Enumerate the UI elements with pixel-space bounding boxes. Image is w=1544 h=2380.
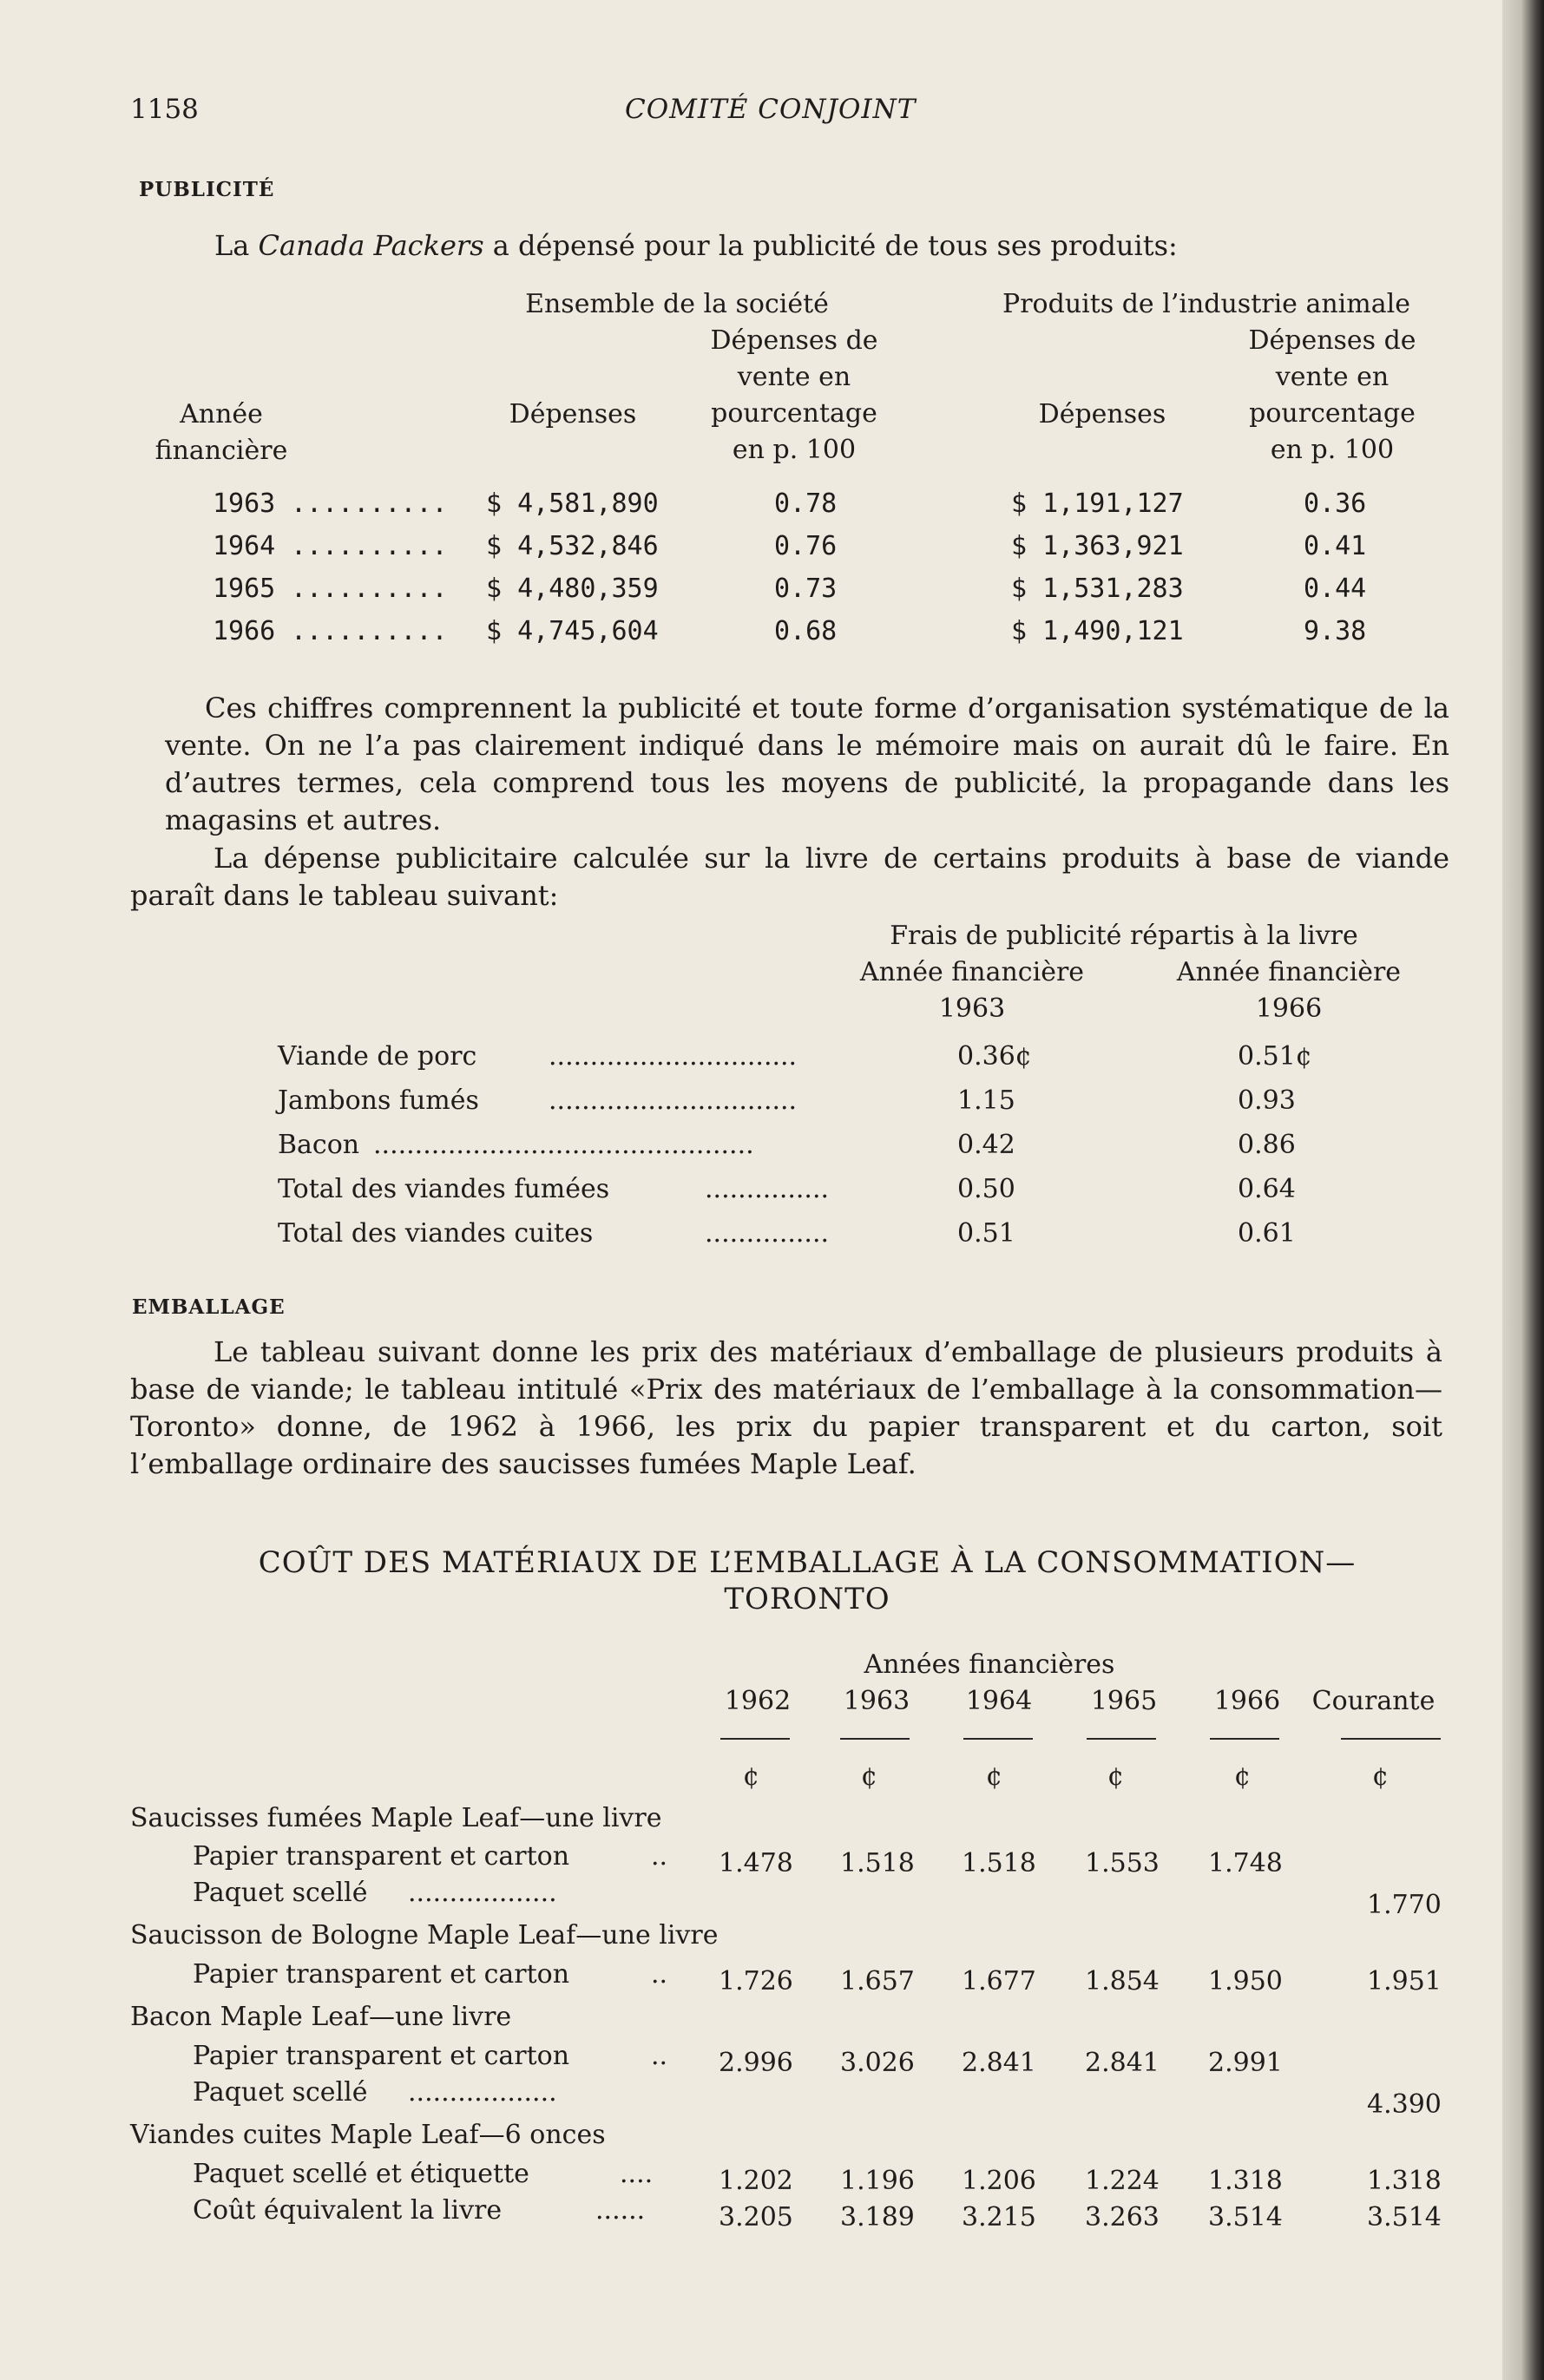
- table1-col-pct-1: [686, 323, 903, 469]
- cost-group-label: Saucisses fumées Maple Leaf—une livre: [130, 1803, 662, 1833]
- row-leader: ..................: [408, 1878, 557, 1908]
- unit-cent: ¢: [986, 1761, 1003, 1792]
- row-label: Viande de porc: [278, 1041, 477, 1072]
- value-courante: 1.318: [1367, 2166, 1442, 2196]
- row-value-1966: 0.86: [1238, 1130, 1296, 1160]
- column-rule: [840, 1738, 910, 1740]
- row-leader: ..............................: [549, 1085, 798, 1116]
- cost-span-header: Années financières: [864, 1649, 1115, 1680]
- row-label: Paquet scellé: [193, 1878, 368, 1908]
- row-value-1966: 0.93: [1238, 1085, 1296, 1116]
- row-value-1963: 0.36¢: [957, 1041, 1032, 1072]
- running-title: COMITÉ CONJOINT: [625, 94, 917, 125]
- table1-group-header-industrie: Produits de l’industrie animale: [1002, 289, 1410, 319]
- unit-cent: ¢: [1107, 1761, 1125, 1792]
- publicite-paragraph-2: La dépense publicitaire calculée sur la livre de certains produits à base de viande paraît dans le tableau suivant:: [130, 842, 1449, 912]
- unit-cent: ¢: [743, 1761, 760, 1792]
- value-1966: 1.318: [1208, 2166, 1283, 2196]
- table1-group-header-societe: Ensemble de la société: [525, 289, 829, 319]
- table2-col-1966: [1137, 954, 1441, 1027]
- col-pct-line4: en p. 100: [732, 435, 857, 465]
- value-1964: 3.215: [962, 2202, 1036, 2232]
- intro-text: La: [214, 229, 259, 262]
- section-heading-emballage: EMBALLAGE: [132, 1295, 286, 1319]
- row-label: Bacon: [278, 1130, 360, 1160]
- row-year: 1965: [213, 574, 276, 604]
- row-pct-1: 0.76: [774, 531, 838, 561]
- value-1963: 1.196: [840, 2166, 915, 2196]
- row-label: Papier transparent et carton: [193, 1841, 570, 1872]
- unit-cent: ¢: [1234, 1761, 1252, 1792]
- row-leader: ..................: [408, 2077, 557, 2108]
- value-1964: 2.841: [962, 2048, 1036, 2078]
- cost-col-1965: 1965: [1090, 1686, 1158, 1716]
- table2-col-1963: [825, 954, 1120, 1027]
- value-1962: 1.478: [719, 1848, 793, 1878]
- value-1966: 1.950: [1208, 1966, 1283, 1996]
- row-label: Total des viandes cuites: [278, 1218, 594, 1249]
- row-pct-1: 0.78: [774, 488, 838, 519]
- table2-title: Frais de publicité répartis à la livre: [890, 921, 1358, 951]
- column-rule: [963, 1738, 1033, 1740]
- row-year: 1966: [213, 616, 276, 646]
- cost-group-label: Saucisson de Bologne Maple Leaf—une livre: [130, 1920, 719, 1951]
- table1-col-expenses-2: Dépenses: [1038, 399, 1166, 429]
- row-value-1963: 0.50: [957, 1174, 1015, 1204]
- row-leader: ..........: [291, 531, 448, 561]
- value-1965: 3.263: [1085, 2202, 1160, 2232]
- col-1963-line1: Année financière: [859, 957, 1085, 987]
- row-label: Papier transparent et carton: [193, 1959, 570, 1990]
- row-expenses-2: $ 1,490,121: [1011, 616, 1184, 646]
- col-year-line1: Année: [180, 399, 263, 429]
- col-pct2-line4: en p. 100: [1270, 435, 1395, 465]
- row-value-1966: 0.64: [1238, 1174, 1296, 1204]
- row-expenses-1: $ 4,745,604: [486, 616, 659, 646]
- col-pct2-line2: vente en: [1275, 362, 1390, 392]
- value-1963: 1.657: [840, 1966, 915, 1996]
- row-value-1963: 0.51: [957, 1218, 1015, 1249]
- value-1965: 2.841: [1085, 2048, 1160, 2078]
- row-leader: ..............................................: [373, 1130, 754, 1160]
- value-1962: 3.205: [719, 2202, 793, 2232]
- value-courante: 4.390: [1367, 2089, 1442, 2120]
- value-1962: 1.726: [719, 1966, 793, 1996]
- row-leader: ..: [651, 1841, 668, 1872]
- cost-col-1966: 1966: [1213, 1686, 1281, 1716]
- col-1966-line1: Année financière: [1176, 957, 1402, 987]
- cost-title-line1: COÛT DES MATÉRIAUX DE L’EMBALLAGE À LA CONSOMMATION—: [258, 1545, 1357, 1580]
- row-leader: ..........: [291, 616, 448, 646]
- column-rule: [720, 1738, 790, 1740]
- table1-col-expenses-1: Dépenses: [509, 399, 637, 429]
- col-pct-line1: Dépenses de: [710, 325, 878, 356]
- col-pct-line3: pourcentage: [711, 398, 877, 429]
- value-1964: 1.677: [962, 1966, 1036, 1996]
- row-pct-2: 0.41: [1304, 531, 1367, 561]
- row-expenses-2: $ 1,191,127: [1011, 488, 1184, 519]
- row-pct-2: 0.36: [1304, 488, 1367, 519]
- value-1965: 1.553: [1085, 1848, 1160, 1878]
- row-label: Paquet scellé: [193, 2077, 368, 2108]
- section-heading-publicite: PUBLICITÉ: [139, 178, 275, 201]
- row-value-1966: 0.51¢: [1238, 1041, 1312, 1072]
- value-courante: 3.514: [1367, 2202, 1442, 2232]
- row-expenses-1: $ 4,480,359: [486, 574, 659, 604]
- value-1963: 3.189: [840, 2202, 915, 2232]
- row-expenses-1: $ 4,532,846: [486, 531, 659, 561]
- table1-col-year: [152, 397, 291, 469]
- row-pct-2: 9.38: [1304, 616, 1367, 646]
- cost-group-label: Viandes cuites Maple Leaf—6 onces: [130, 2120, 606, 2150]
- col-1963-line2: 1963: [938, 993, 1006, 1024]
- row-pct-1: 0.68: [774, 616, 838, 646]
- row-value-1963: 1.15: [957, 1085, 1015, 1116]
- value-courante: 1.770: [1367, 1890, 1442, 1920]
- row-value-1966: 0.61: [1238, 1218, 1296, 1249]
- row-pct-1: 0.73: [774, 574, 838, 604]
- cost-col-courante: Courante: [1311, 1686, 1436, 1716]
- intro-text-end: a dépensé pour la publicité de tous ses produits:: [483, 229, 1178, 262]
- page-number: 1158: [130, 94, 199, 125]
- value-courante: 1.951: [1367, 1966, 1442, 1996]
- cost-table-title: [130, 1544, 1484, 1617]
- row-year: 1963: [213, 488, 276, 519]
- value-1965: 1.224: [1085, 2166, 1160, 2196]
- row-expenses-2: $ 1,531,283: [1011, 574, 1184, 604]
- unit-cent: ¢: [1372, 1761, 1390, 1792]
- column-rule: [1210, 1738, 1279, 1740]
- page-edge-shadow: [1502, 0, 1544, 2380]
- value-1962: 1.202: [719, 2166, 793, 2196]
- row-leader: ..: [651, 1959, 668, 1990]
- value-1966: 1.748: [1208, 1848, 1283, 1878]
- row-label: Papier transparent et carton: [193, 2041, 570, 2071]
- value-1964: 1.518: [962, 1848, 1036, 1878]
- col-1966-line2: 1966: [1255, 993, 1323, 1024]
- value-1963: 3.026: [840, 2048, 915, 2078]
- value-1962: 2.996: [719, 2048, 793, 2078]
- row-leader: ...............: [705, 1174, 830, 1204]
- cost-col-1964: 1964: [965, 1686, 1033, 1716]
- row-leader: ..............................: [549, 1041, 798, 1072]
- value-1964: 1.206: [962, 2166, 1036, 2196]
- row-year: 1964: [213, 531, 276, 561]
- value-1963: 1.518: [840, 1848, 915, 1878]
- row-pct-2: 0.44: [1304, 574, 1367, 604]
- row-leader: ...............: [705, 1218, 830, 1249]
- cost-group-label: Bacon Maple Leaf—une livre: [130, 2002, 512, 2032]
- row-leader: ..: [651, 2041, 668, 2071]
- col-year-line2: financière: [154, 436, 288, 466]
- company-name: Canada Packers: [258, 229, 484, 262]
- cost-col-1963: 1963: [843, 1686, 910, 1716]
- col-pct2-line3: pourcentage: [1249, 398, 1416, 429]
- row-leader: ..........: [291, 488, 448, 519]
- table1-col-pct-2: [1224, 323, 1441, 469]
- col-pct2-line1: Dépenses de: [1248, 325, 1416, 356]
- row-expenses-1: $ 4,581,890: [486, 488, 659, 519]
- row-expenses-2: $ 1,363,921: [1011, 531, 1184, 561]
- value-1966: 2.991: [1208, 2048, 1283, 2078]
- value-1966: 3.514: [1208, 2202, 1283, 2232]
- row-label: Total des viandes fumées: [278, 1174, 610, 1204]
- row-leader: ......: [595, 2195, 646, 2226]
- column-rule: [1341, 1738, 1441, 1740]
- row-leader: ....: [620, 2159, 654, 2189]
- cost-col-1962: 1962: [724, 1686, 792, 1716]
- row-leader: ..........: [291, 574, 448, 604]
- row-label: Paquet scellé et étiquette: [193, 2159, 529, 2189]
- col-pct-line2: vente en: [737, 362, 851, 392]
- cost-title-line2: TORONTO: [724, 1582, 890, 1616]
- value-1965: 1.854: [1085, 1966, 1160, 1996]
- row-label: Jambons fumés: [278, 1085, 479, 1116]
- publicite-intro: [214, 227, 1178, 265]
- unit-cent: ¢: [861, 1761, 878, 1792]
- row-label: Coût équivalent la livre: [193, 2195, 503, 2226]
- column-rule: [1087, 1738, 1156, 1740]
- row-value-1963: 0.42: [957, 1130, 1015, 1160]
- emballage-paragraph: Le tableau suivant donne les prix des matériaux d’emballage de plusieurs produits à base de viande; le tableau intitulé «Prix des matériaux de l’emballage à la consommation—Toronto» donne, de 1962 à 1966, les prix du papier transparent et du carton, soit l’emballage ordinaire des saucisses fumées Maple Leaf.: [130, 1335, 1442, 1480]
- publicite-paragraph-1: Ces chiffres comprennent la publicité et toute forme d’organisation systématique de la vente. On ne l’a pas clairement indiqué dans le mémoire mais on aurait dû le faire. En d’autres termes, cela comprend tous les moyens de publicité, la propagande dans les magasins et autres.: [165, 692, 1449, 836]
